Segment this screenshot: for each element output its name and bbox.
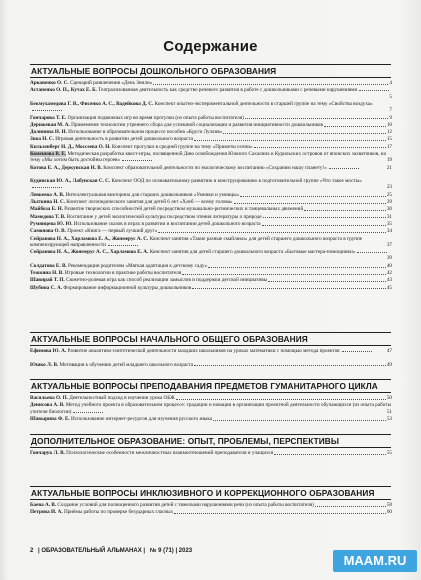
- entry-title: Проект «Книга — первый лучший друг»: [65, 228, 158, 235]
- toc-entry[interactable]: [30, 136, 392, 142]
- page-title: Содержание: [163, 38, 258, 55]
- entry-author: Мамедова Т. В.: [30, 213, 66, 220]
- entry-page: 60: [386, 509, 392, 516]
- section-heading: ДОПОЛНИТЕЛЬНОЕ ОБРАЗОВАНИЕ: ОПЫТ, ПРОБЛЕМЫ, ПЕРСПЕКТИВЫ: [30, 434, 391, 448]
- toc-entry[interactable]: [30, 165, 392, 171]
- toc-entry[interactable]: [30, 263, 392, 269]
- entry-page: 29: [386, 199, 392, 206]
- entry-title: Игровые технологии в практике работы воспитателя: [63, 270, 182, 277]
- entry-title: Использование сказок в играх в развитии и воспитании детей дошкольного возраста: [72, 221, 261, 227]
- toc-entry[interactable]: [30, 450, 392, 456]
- entry-page: 5: [389, 93, 392, 100]
- entry-title: Сценарий развлечения «День Земли»: [68, 80, 153, 86]
- entry-page: 19: [386, 157, 392, 164]
- entry-page: 35: [386, 221, 392, 227]
- entry-title: Применение технологии утреннего сбора для успешной социализации и развития инициативности дошкольников: [69, 121, 323, 128]
- entry-title: Организация подвижных игр во время прогулки (из опыта работы воспитателя): [66, 114, 244, 121]
- entry-title: Конспект занятия для детей старшего дошкольного возраста «Бытовые мастера-помощники»: [148, 249, 356, 256]
- toc-entry[interactable]: [30, 192, 392, 198]
- entry-page: 17: [386, 143, 392, 150]
- entry-title: Использование интернет-ресурсов для изучения русского языка: [69, 415, 213, 422]
- entry-author: Дерижевая М. А.: [30, 121, 70, 128]
- entry-title: Конспект прогулки в средней группе на тему «Приметы осени»: [110, 143, 253, 150]
- entry-title: Театрализованная деятельность как средство речевого развития в работе с дошкольниками с речевыми нарушениями: [96, 87, 358, 94]
- entry-author: Петрова И. А.: [30, 509, 63, 516]
- toc-entry[interactable]: [30, 395, 392, 401]
- entry-title: Приёмы работы по проверке безударных гласных: [62, 509, 174, 516]
- entry-page: 9: [389, 114, 392, 121]
- entry-title: Конспект логопедического занятия для детей 6 лет «Хлеб — всему голова»: [65, 199, 233, 206]
- entry-page: 50: [386, 395, 392, 401]
- watermark-logo: MAAM.RU: [333, 550, 417, 572]
- issue-info: № 9 (71) | 2023: [149, 548, 193, 554]
- entry-title: Мотивация к обучению детей младшего школьного возраста: [58, 361, 194, 368]
- entry-title: Интеллектуальная викторина для старших дошкольников «Умники и умницы»: [64, 191, 240, 198]
- entry-author: Комешова В. Е.: [30, 151, 67, 157]
- entry-page: 21: [386, 164, 392, 171]
- entry-title: Развитие аналитико-синтетической деятельности младших школьников на уроках математики с помощью метода проектов: [66, 348, 340, 354]
- toc-entry[interactable]: [30, 221, 392, 227]
- entry-title: Сюжетно-ролевая игра как способ реализации замыслов и поддержки детской инициативы: [64, 277, 268, 284]
- entry-title: Игровая деятельность в развитии детей дошкольного возраста: [53, 136, 193, 143]
- entry-title: Психологические особенности межличностных взаимоотношений преподавателя и учащихся: [64, 450, 274, 456]
- entry-page: 4: [389, 80, 392, 86]
- toc-entry[interactable]: [30, 144, 392, 150]
- toc-entry[interactable]: [30, 228, 392, 234]
- entry-author: Кудинская Ю. А., Лабунская С. С.: [30, 178, 111, 185]
- toc-entry[interactable]: [30, 416, 392, 422]
- entry-author: Тежкина Н. В.: [30, 270, 64, 277]
- entry-author: Лыткина Н. С.: [30, 199, 65, 206]
- entry-author: Самонова О. В.: [30, 228, 66, 235]
- entry-page: 15: [386, 136, 392, 143]
- section-heading: АКТУАЛЬНЫЕ ВОПРОСЫ ПРЕПОДАВАНИЯ ПРЕДМЕТОВ ГУМАНИТАРНОГО ЦИКЛА: [30, 379, 391, 393]
- entry-page: 23: [386, 184, 392, 191]
- toc-entry[interactable]: [30, 236, 392, 249]
- entry-title: Конспект опытно-экспериментальной деятельности в старшей группе на тему «Свойства воздуха»: [153, 100, 373, 107]
- entry-author: Васильева О. П.: [30, 395, 68, 401]
- entry-author: Шавырина Ф. Е.: [30, 415, 70, 422]
- entry-author: Денисова А. В.: [30, 402, 65, 409]
- entry-author: Долинина Н. Н.: [30, 129, 67, 136]
- entry-page: 43: [386, 277, 392, 284]
- entry-author: Зиоа Н. С.: [30, 136, 54, 143]
- toc-entry[interactable]: [30, 277, 392, 283]
- toc-entry[interactable]: [30, 249, 392, 262]
- entry-page: 45: [386, 284, 392, 291]
- entry-page: 30: [386, 206, 392, 213]
- entry-page: 47: [386, 348, 392, 354]
- section-heading: АКТУАЛЬНЫЕ ВОПРОСЫ НАЧАЛЬНОГО ОБЩЕГО ОБРАЗОВАНИЯ: [30, 332, 391, 346]
- toc-entry[interactable]: [30, 115, 392, 121]
- entry-title: Воспитание у детей экологической культуры посредством чтения литературы о природе: [65, 213, 262, 220]
- entry-page: 39: [386, 255, 392, 262]
- toc-entry[interactable]: [30, 129, 392, 135]
- entry-author: Сейранова Н. А., Харламова Е. А., Жонмерус А. С.: [30, 235, 149, 242]
- entry-page: 10: [386, 121, 392, 128]
- page-number: 2: [30, 548, 34, 554]
- entry-page: 40: [386, 262, 392, 269]
- entry-author: Румянцева Ю. Ю.: [30, 221, 73, 227]
- entry-title: Использование в образовательном процессе пособия «Круги Луллия»: [66, 129, 223, 136]
- entry-page: 25: [386, 191, 392, 198]
- entry-author: Левкеева А. В.: [30, 191, 65, 198]
- entry-author: Гончарук Л. В.: [30, 450, 65, 456]
- toc-entry[interactable]: [30, 509, 392, 515]
- entry-title: Рекомендации родителям «Мягкая адаптация к детскому саду»: [66, 262, 208, 269]
- toc-entry[interactable]: [30, 214, 392, 220]
- entry-page: 55: [386, 450, 392, 456]
- entry-page: 31: [386, 213, 392, 220]
- toc-entry[interactable]: [30, 101, 392, 114]
- toc-entry[interactable]: [30, 151, 392, 164]
- entry-title: Методическая разработка квест-игры, посвященной Дню освобождения Южного Сахалина и Курильских островов от японских захватчиков, на тему «Мы хотим быть достойны героев»: [30, 151, 386, 164]
- entry-author: Астапенко О. П., Кутах Е. Б.: [30, 87, 97, 94]
- entry-page: 49: [386, 361, 392, 368]
- entry-title: Метод учебного проекта в образовательном процессе: традиции и новации в организации проектной деятельности обучающихся (из опыта работы учителя биологии): [30, 402, 392, 415]
- entry-title: Формирование информационной культуры дошкольников: [62, 284, 192, 291]
- entry-title: Создание условий для полноценного развития детей с тяжелыми нарушениями речи (из опыта работы воспитателя): [56, 502, 314, 508]
- entry-page: 58: [386, 502, 392, 508]
- entry-author: Бекмухамедова Г. В., Фисенко А. С., Вадейкова Д. С.: [30, 100, 154, 107]
- section-heading: АКТУАЛЬНЫЕ ВОПРОСЫ ДОШКОЛЬНОГО ОБРАЗОВАНИЯ: [30, 64, 391, 78]
- toc-entry[interactable]: [30, 206, 392, 212]
- entry-author: Гончарова Т. Е.: [30, 114, 67, 121]
- toc-entry[interactable]: [30, 402, 392, 415]
- toc-entry[interactable]: [30, 362, 392, 368]
- page-footer: [30, 548, 195, 554]
- entry-page: 12: [386, 129, 392, 136]
- toc-entry[interactable]: [30, 87, 392, 100]
- journal-name: | ОБРАЗОВАТЕЛЬНЫЙ АЛЬМАНАХ |: [38, 548, 146, 554]
- toc-entry[interactable]: [30, 80, 392, 86]
- entry-author: Шубина С. А.: [30, 284, 63, 291]
- toc-entry[interactable]: [30, 502, 392, 508]
- entry-page: 42: [386, 270, 392, 277]
- entry-author: Ефимова Ю. А.: [30, 348, 67, 354]
- toc-entry[interactable]: [30, 178, 392, 191]
- entry-author: Аркавенко О. С.: [30, 80, 69, 86]
- entry-author: Юшко Л. В.: [30, 361, 59, 368]
- entry-title: Конспект образовательной деятельности по экологическому воспитанию «Сохраним нашу планету!»: [101, 164, 327, 171]
- entry-page: 51: [386, 408, 392, 415]
- section-heading: АКТУАЛЬНЫЕ ВОПРОСЫ ИНКЛЮЗИВНОГО И КОРРЕКЦИОННОГО ОБРАЗОВАНИЯ: [30, 486, 391, 500]
- entry-author: Баева А. В.: [30, 502, 57, 508]
- entry-page: 7: [389, 107, 392, 114]
- toc-entry[interactable]: [30, 270, 392, 276]
- toc-entry[interactable]: [30, 285, 392, 291]
- toc-entry[interactable]: [30, 348, 392, 354]
- entry-title: Конспект занятия «Такие разные смайлики» для детей старшего дошкольного возраста в группе компенсирующей направленности: [30, 235, 363, 248]
- toc-entry[interactable]: [30, 199, 392, 205]
- entry-author: Шавирай Т. П.: [30, 277, 65, 284]
- entry-author: Сейранова Н. А., Жонмерус А. С., Харламова Е. А.: [30, 249, 149, 256]
- entry-page: 53: [386, 415, 392, 422]
- entry-title: Деятельностный подход в изучении урока ОБЖ: [67, 395, 175, 401]
- entry-author: Майбоза Е. Н.: [30, 206, 63, 213]
- entry-page: 37: [386, 241, 392, 248]
- entry-author: Кильзенберг Н. Д., Моссеева О. Н.: [30, 143, 111, 150]
- toc-entry[interactable]: [30, 122, 392, 128]
- entry-title: Конспект ООД по познавательному развитию и конструированию в подготовительной группе «Что такое мосты»: [110, 178, 362, 185]
- entry-author: Солдатова Е. В.: [30, 262, 67, 269]
- entry-title: Развитие творческих способностей детей посредством музыкально-ритмических и танцевальных движений: [62, 206, 304, 213]
- entry-page: 34: [386, 228, 392, 235]
- entry-author: Котова Е. А., Деркунская Н. В.: [30, 164, 102, 171]
